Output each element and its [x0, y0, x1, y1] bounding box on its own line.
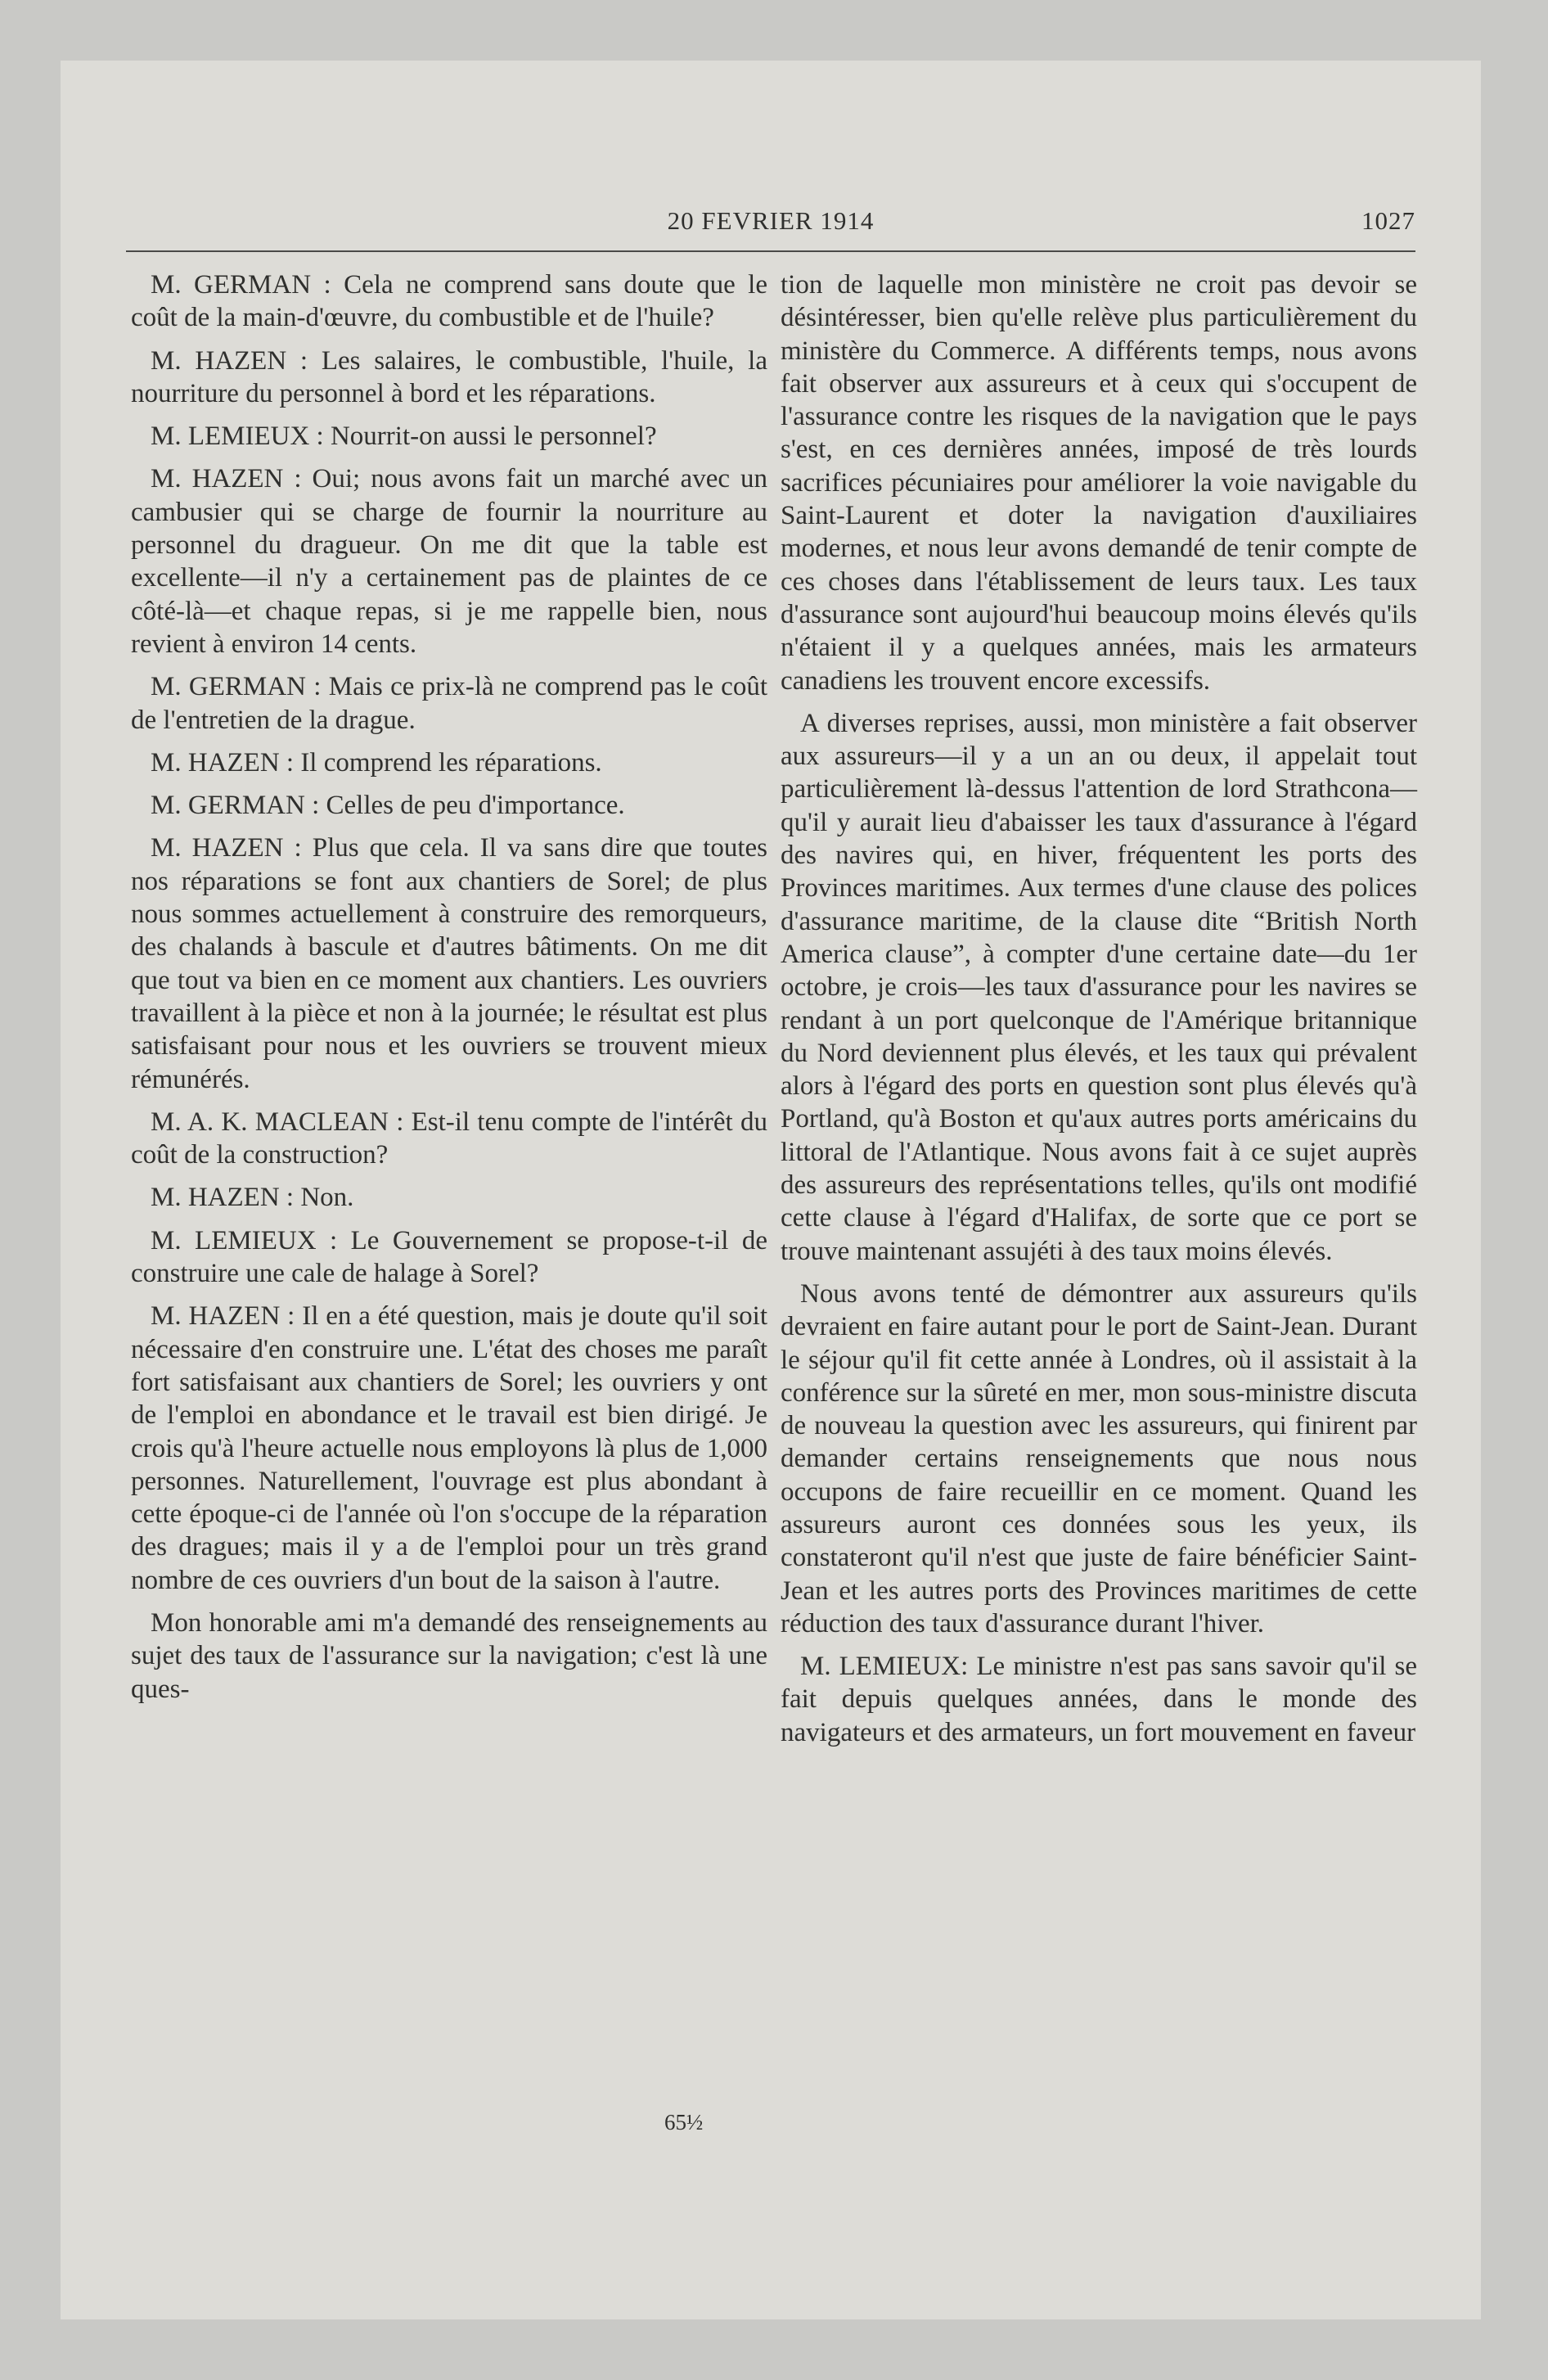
paragraph: M. GERMAN : Cela ne comprend sans doute que le coût de la main-d'œuvre, du combustible et de l'huile?: [131, 270, 767, 333]
paragraph: M. HAZEN : Il comprend les réparations.: [151, 747, 602, 778]
paragraph: M. LEMIEUX: Le ministre n'est pas sans savoir qu'il se fait depuis quelques années, dans le monde des navigateurs et des armateurs, un fort mouvement en faveur: [781, 1652, 1417, 1747]
header-rule: [126, 250, 1415, 252]
paragraph: M. LEMIEUX : Le Gouvernement se propose-t-il de construire une cale de halage à Sorel?: [131, 1225, 767, 1289]
paragraph: M. LEMIEUX : Nourrit-on aussi le personnel?: [151, 421, 657, 452]
header-date: 20 FEVRIER 1914: [667, 206, 875, 235]
document-page: [61, 61, 1481, 2319]
paragraph: Nous avons tenté de démontrer aux assureurs qu'ils devraient en faire autant pour le port de Saint-Jean. Durant le séjour qu'il fit cette année à Londres, où il assistait à la conférence sur la sûreté en mer, mon sous-ministre discuta de nouveau la question avec les assureurs, qui finirent par demander certains renseignements que nous nous occupons de faire recueillir en ce moment. Quand les assureurs auront ces données sous les yeux, ils constateront qu'il n'est que juste de faire bénéficier Saint-Jean et les autres ports des Provinces maritimes de cette réduction des taux d'assurance durant l'hiver.: [781, 1278, 1417, 1639]
paragraph: A diverses reprises, aussi, mon ministère a fait observer aux assureurs—il y a un an ou deux, il appelait tout particulièrement là-dessus l'attention de lord Strathcona—qu'il y aurait lieu d'abaisser les taux d'assurance à l'égard des navires qui, en hiver, fréquentent les ports des Provinces maritimes. Aux termes d'une clause des polices d'assurance maritime, de la clause dite “British North America clause”, à compter d'une certaine date—du 1er octobre, je crois—les taux d'assurance pour les navires se rendant à un port quelconque de l'Amérique britannique du Nord deviennent plus élevés, et les taux qui prévalent alors à l'égard des ports en question sont plus élevés qu'à Portland, qu'à Boston et qu'aux autres ports américains du littoral de l'Atlantique. Nous avons fait à ce sujet auprès des assureurs des représentations telles, qu'ils ont modifié cette clause à l'égard d'Halifax, de sorte que ce port se trouve maintenant assujéti à des taux moins élevés.: [781, 708, 1417, 1266]
paragraph: M. HAZEN : Les salaires, le combustible, l'huile, la nourriture du personnel à bord et les réparations.: [131, 345, 767, 408]
page-number: 1027: [1361, 206, 1415, 235]
paragraph: M. A. K. MACLEAN : Est-il tenu compte de l'intérêt du coût de la construction?: [131, 1107, 767, 1170]
paragraph: M. HAZEN : Non.: [151, 1183, 354, 1213]
right-column: [781, 268, 1417, 1759]
sheet-mark: 65½: [664, 2110, 704, 2134]
paragraph-continuation: tion de laquelle mon ministère ne croit pas devoir se désintéresser, bien qu'elle relève plus particulièrement du ministère du Commerce. A différents temps, nous avons fait observer aux assureurs et à ceux qui s'occupent de l'assurance contre les risques de la navigation que le pays s'est, en ces dernières années, imposé de très lourds sacrifices pécuniaires pour améliorer la voie navigable du Saint-Laurent et doter la navigation d'auxiliaires modernes, et nous leur avons demandé de tenir compte de ces choses dans l'établissement de leurs taux. Les taux d'assurance sont aujourd'hui beaucoup moins élevés qu'ils n'étaient il y a quelques années, mais les armateurs canadiens les trouvent encore excessifs.: [781, 270, 1417, 696]
running-header: [126, 206, 1415, 239]
paragraph: M. HAZEN : Oui; nous avons fait un marché avec un cambusier qui se charge de fournir la nourriture au personnel du dragueur. On me dit que la table est excellente—il n'y a certainement pas de plaintes de ce côté-là—et chaque repas, si je me rappelle bien, nous revient à environ 14 cents.: [131, 464, 767, 659]
left-column: [131, 268, 767, 1715]
paragraph: M. GERMAN : Celles de peu d'importance.: [151, 791, 625, 821]
paragraph: M. HAZEN : Il en a été question, mais je doute qu'il soit nécessaire d'en construire une. L'état des choses me paraît fort satisfaisant aux chantiers de Sorel; les ouvriers y ont de l'emploi en abondance et le travail est bien dirigé. Je crois qu'à l'heure actuelle nous employons là plus de 1,000 personnes. Naturellement, l'ouvrage est plus abondant à cette époque-ci de l'année où l'on s'occupe de la réparation des dragues; mais il y a de l'emploi pour un très grand nombre de ces ouvriers d'un bout de la saison à l'autre.: [131, 1301, 767, 1595]
paragraph: M. GERMAN : Mais ce prix-là ne comprend pas le coût de l'entretien de la drague.: [131, 672, 767, 735]
paragraph: Mon honorable ami m'a demandé des renseignements au sujet des taux de l'assurance sur la navigation; c'est là une ques-: [131, 1607, 767, 1704]
paragraph: M. HAZEN : Plus que cela. Il va sans dire que toutes nos réparations se font aux chantiers de Sorel; de plus nous sommes actuellement à construire des remorqueurs, des chalands à bascule et d'autres bâtiments. On me dit que tout va bien en ce moment aux chantiers. Les ouvriers travaillent à la pièce et non à la journée; le résultat est plus satisfaisant pour nous et les ouvriers se trouvent mieux rémunérés.: [131, 833, 767, 1094]
